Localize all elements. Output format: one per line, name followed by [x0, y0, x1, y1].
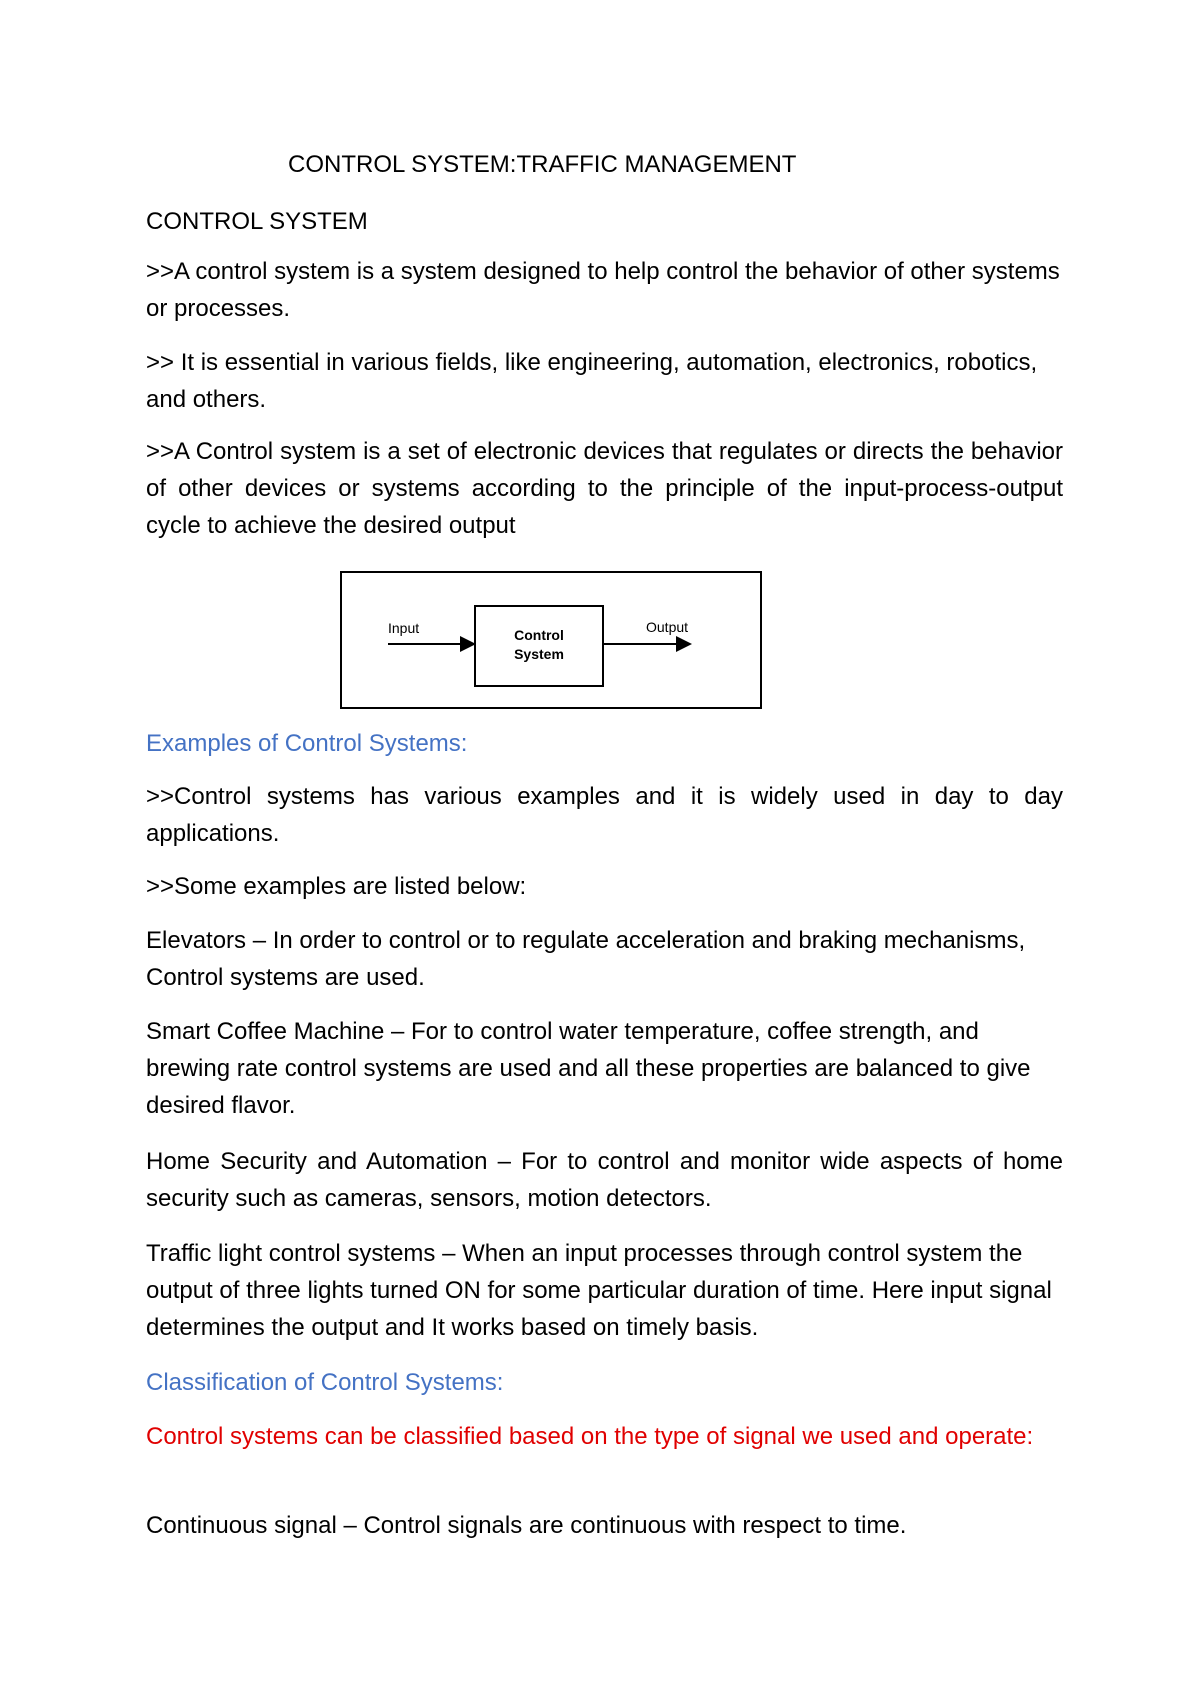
example-item-elevators: Elevators – In order to control or to regulate acceleration and braking mechanisms, Control systems are used. [146, 927, 1026, 991]
diagram-input-label: Input [388, 620, 420, 636]
diagram-output-label: Output [646, 619, 689, 635]
examples-intro-2: >>Some examples are listed below: [146, 873, 527, 900]
control-system-diagram [340, 571, 762, 709]
intro-paragraph-3: >>A Control system is a set of electronic devices that regulates or directs the behavior of other devices or systems according to the principle of the input-process-output cycle to achieve the desired output [146, 438, 1063, 539]
examples-intro-1: >>Control systems has various examples and it is widely used in day to day applications. [146, 783, 1063, 847]
diagram-box-label-line2: System [514, 646, 564, 662]
document-title: CONTROL SYSTEM:TRAFFIC MANAGEMENT [288, 151, 797, 178]
diagram-svg [342, 573, 760, 707]
classification-intro: Control systems can be classified based on the type of signal we used and operate: [146, 1423, 1034, 1450]
examples-heading: Examples of Control Systems: [146, 730, 468, 757]
diagram-box-label-line1: Control [514, 627, 564, 643]
intro-paragraph-1: >>A control system is a system designed to help control the behavior of other systems or processes. [146, 258, 1060, 322]
example-item-coffee-machine: Smart Coffee Machine – For to control water temperature, coffee strength, and brewing rate control systems are used and all these properties are balanced to give desired flavor. [146, 1018, 1031, 1119]
example-item-traffic-light: Traffic light control systems – When an input processes through control system the output of three lights turned ON for some particular duration of time. Here input signal determines the output and It works based on timely basis. [146, 1240, 1052, 1341]
document-page [146, 0, 1063, 1696]
example-item-home-security: Home Security and Automation – For to control and monitor wide aspects of home security such as cameras, sensors, motion detectors. [146, 1148, 1063, 1212]
classification-heading: Classification of Control Systems: [146, 1369, 504, 1396]
intro-paragraph-2: >> It is essential in various fields, like engineering, automation, electronics, robotics, and others. [146, 349, 1038, 413]
classification-item-continuous: Continuous signal – Control signals are continuous with respect to time. [146, 1512, 907, 1539]
section-heading: CONTROL SYSTEM [146, 208, 368, 235]
